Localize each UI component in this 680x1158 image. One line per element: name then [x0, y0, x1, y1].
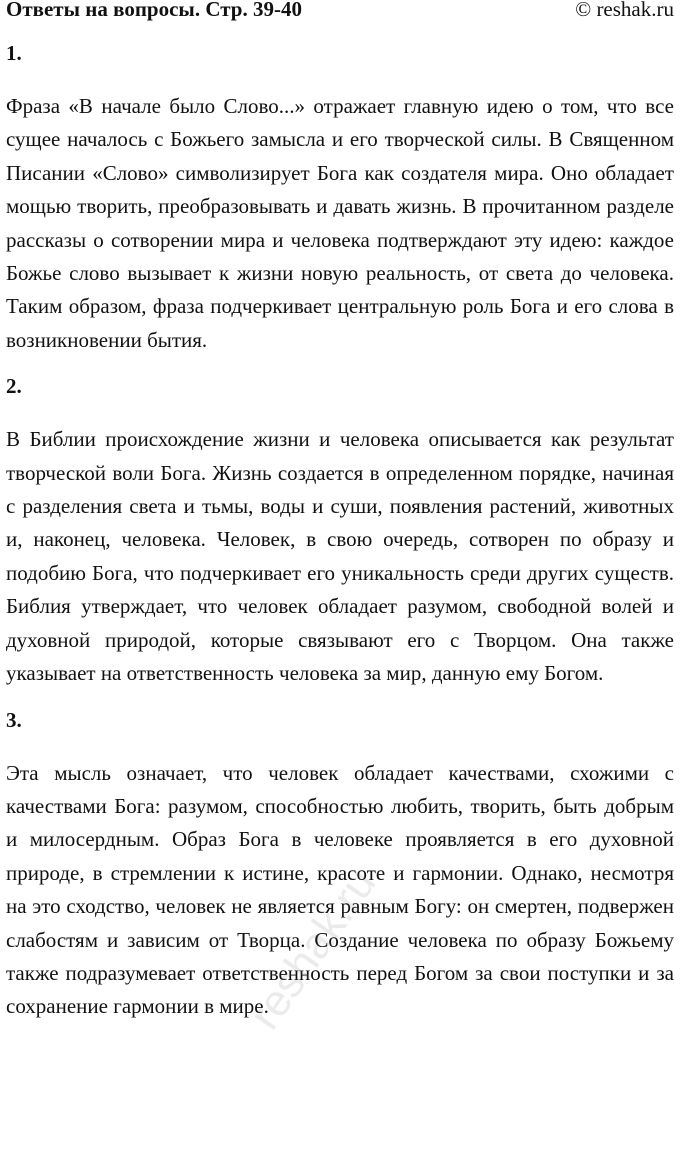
answer-text: Эта мысль означает, что человек обладает качествами, схожими с качествами Бога: разумом, способностью любить, творить, быть добрым и милосердным. Образ Бога в человеке проявляется в его духовной природе, в стремлении к истине, красоте и гармонии. Однако, несмотря на это сходство, человек не является равным Богу: он смертен, подвержен слабостям и зависим от Творца. Создание человека по образу Божьему также подразумевает ответственность перед Богом за свои поступки и за сохранение гармонии в мире.	[6, 760, 674, 1019]
answer-text: В Библии происхождение жизни и человека описывается как результат творческой воли Бога. Жизнь создается в определенном порядке, начиная с разделения света и тьмы, воды и суши, появления растений, животных и, наконец, человека. Человек, в свою очередь, сотворен по образу и подобию Бога, что подчеркивает его уникальность среди других существ. Библия утверждает, что человек обладает разумом, свободной волей и духовной природой, которые связывают его с Творцом. Она также указывает на ответственность человека за мир, данную ему Богом.	[6, 427, 674, 686]
answers-content	[6, 40, 674, 1040]
answer-section-1	[6, 40, 674, 357]
answer-text: Фраза «В начале было Слово...» отражает главную идею о том, что все сущее началось с Божьего замысла и его творческой силы. В Священном Писании «Слово» символизирует Бога как создателя мира. Оно обладает мощью творить, преобразовывать и давать жизнь. В прочитанном разделе рассказы о сотворении мира и человека подтверждают эту идею: каждое Божье слово вызывает к жизни новую реальность, от света до человека. Таким образом, фраза подчеркивает центральную роль Бога и его слова в возникновении бытия.	[6, 94, 674, 352]
page-title: Ответы на вопросы. Стр. 39-40	[6, 0, 302, 21]
question-number: 2.	[6, 374, 22, 399]
site-credit: © reshak.ru	[575, 0, 674, 21]
question-number: 1.	[6, 41, 22, 65]
question-number: 3.	[6, 707, 22, 732]
watermark: reshak.ru	[240, 859, 386, 1039]
answer-section-2	[6, 373, 674, 690]
page-header	[6, 0, 674, 22]
answer-section-3	[6, 707, 674, 1024]
